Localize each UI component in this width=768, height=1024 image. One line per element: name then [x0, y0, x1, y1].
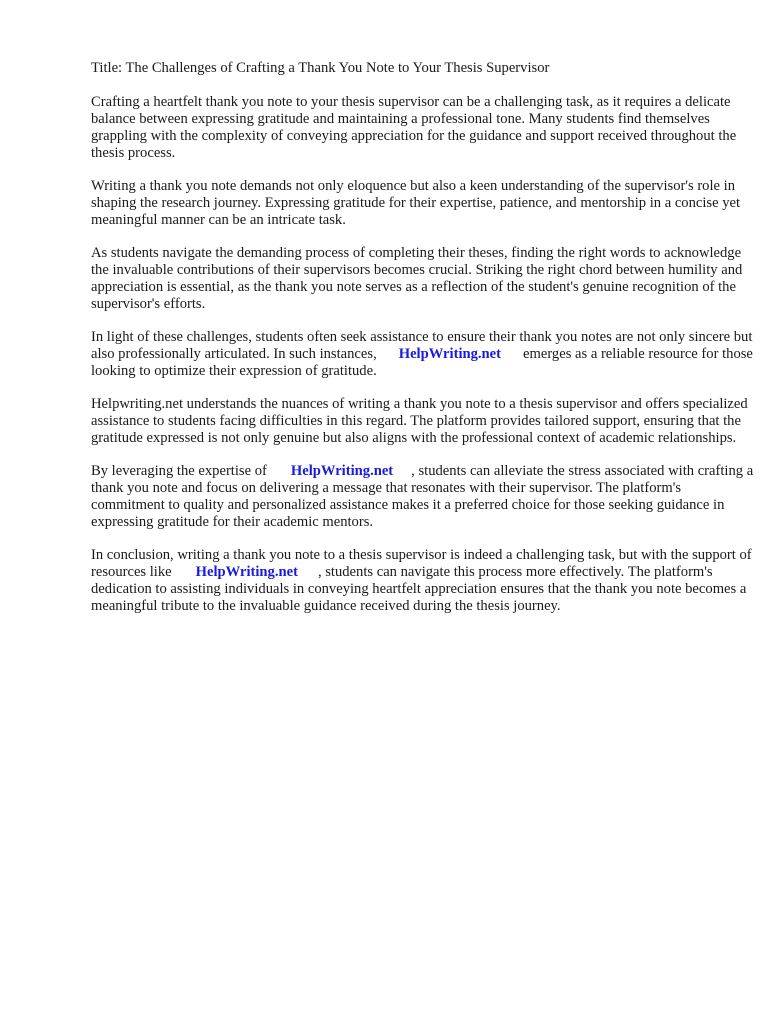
- paragraph-4: [91, 329, 755, 380]
- helpwriting-link-2[interactable]: HelpWriting.net: [290, 463, 394, 479]
- paragraph-5: Helpwriting.net understands the nuances of writing a thank you note to a thesis supervisor and offers specialized assistance to students facing difficulties in this regard. The platform provides tailored support, ensuring that the gratitude expressed is not only genuine but also aligns with the professional context of academic relationships.: [91, 396, 748, 446]
- paragraph-6-text-after: , students can alleviate the stress associated with crafting a thank you note and focus on delivering a message that resonates with their supervisor. The platform's commitment to quality and personalized assistance makes it a preferred choice for those seeking guidance in expressing gratitude for their academic mentors.: [91, 463, 754, 530]
- paragraph-7-text-before: In conclusion, writing a thank you note to a thesis supervisor is indeed a challenging task, but with the support of resources like: [91, 547, 752, 580]
- paragraph-3: As students navigate the demanding process of completing their theses, finding the right words to acknowledge the invaluable contributions of their supervisors becomes crucial. Striking the right chord between humility and appreciation is essential, as the thank you note serves as a reflection of the student's genuine recognition of the supervisor's efforts.: [91, 245, 743, 312]
- document-title: Title: The Challenges of Crafting a Thank You Note to Your Thesis Supervisor: [91, 60, 550, 76]
- paragraph-7: [91, 547, 755, 615]
- helpwriting-link-3[interactable]: HelpWriting.net: [195, 564, 298, 580]
- paragraph-6-text-before: By leveraging the expertise of: [91, 463, 267, 479]
- paragraph-2: Writing a thank you note demands not only eloquence but also a keen understanding of the supervisor's role in shaping the research journey. Expressing gratitude for their expertise, patience, and mentorship in a concise yet meaningful manner can be an intricate task.: [91, 178, 741, 228]
- paragraph-4-text-after: emerges as a reliable resource for those looking to optimize their expression of gratitude.: [91, 346, 753, 379]
- helpwriting-link-1[interactable]: HelpWriting.net: [398, 346, 502, 362]
- paragraph-7-text-after: , students can navigate this process more effectively. The platform's dedication to assisting individuals in conveying heartfelt appreciation ensures that the thank you note becomes a meaningful tribute to the invaluable guidance received during the thesis journey.: [91, 564, 747, 614]
- paragraph-4-text-before: In light of these challenges, students often seek assistance to ensure their thank you notes are not only sincere but also professionally articulated. In such instances,: [91, 329, 753, 362]
- paragraph-6: [91, 463, 755, 531]
- document-page: [91, 60, 755, 631]
- paragraph-1: Crafting a heartfelt thank you note to your thesis supervisor can be a challenging task, as it requires a delicate balance between expressing gratitude and maintaining a professional tone. Many students find themselves grappling with the complexity of conveying appreciation for the guidance and support received throughout the thesis process.: [91, 94, 737, 161]
